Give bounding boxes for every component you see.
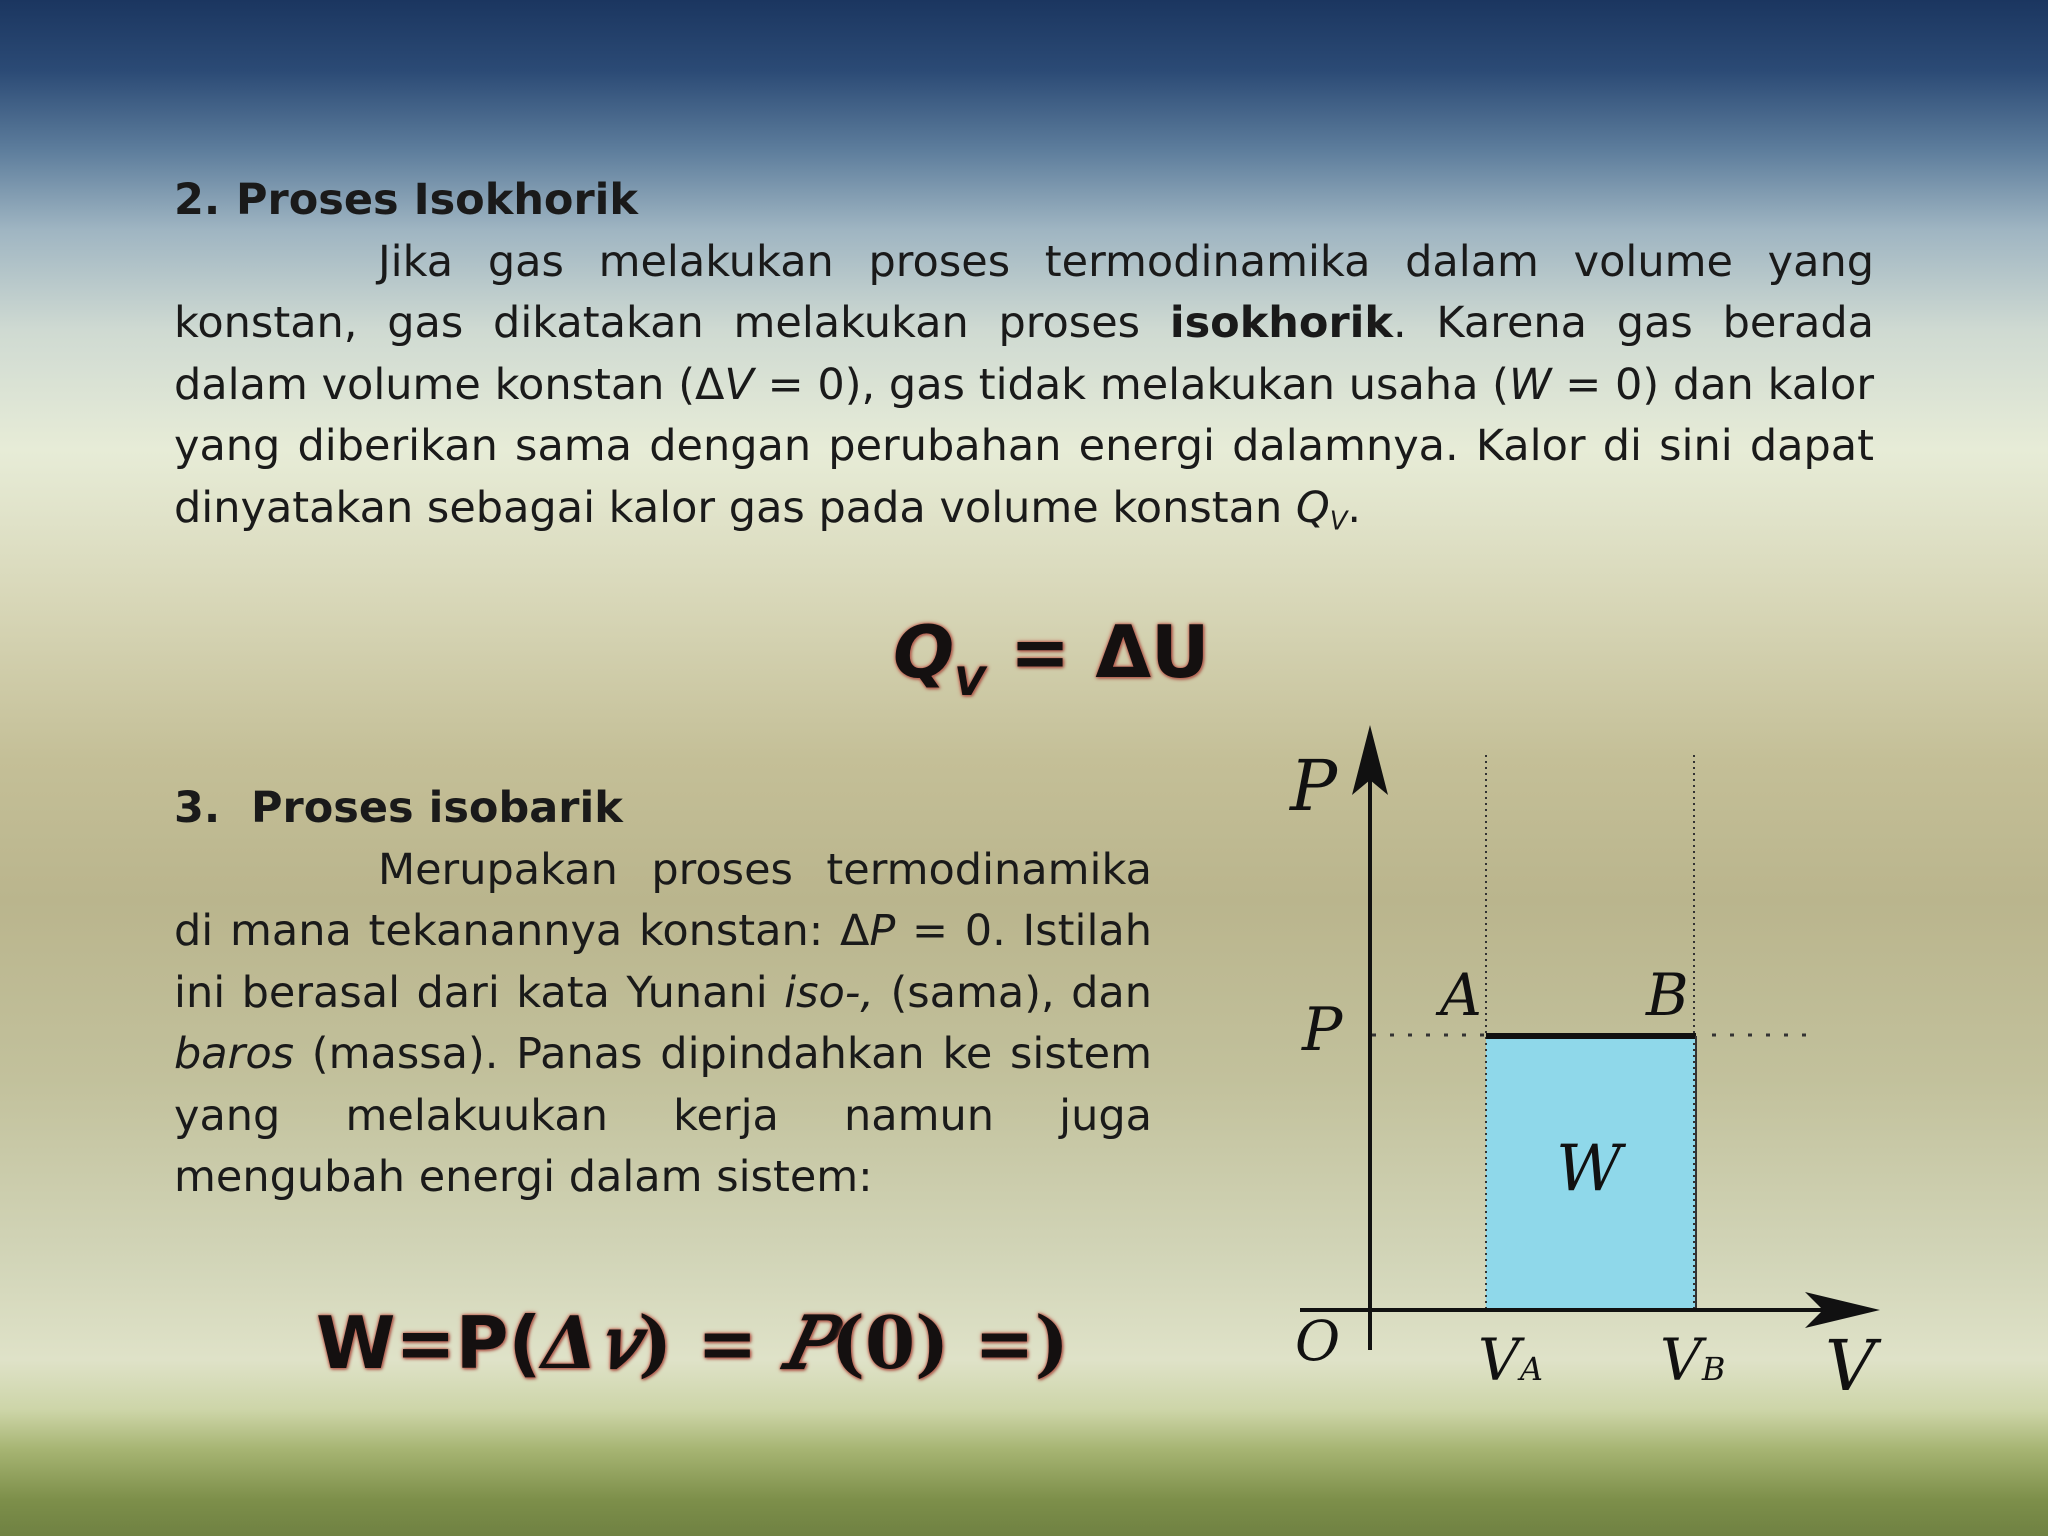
section-title: Proses Isokhorik [236, 175, 639, 225]
section-number: 3. [174, 783, 221, 833]
section-title: Proses isobarik [251, 783, 623, 833]
p-axis-label: P [1290, 745, 1338, 827]
vb-label: VB [1660, 1326, 1726, 1394]
work-label: W [1556, 1132, 1622, 1206]
section-paragraph: Merupakan proses termodinamika di mana tekanannya konstan: ΔP = 0. Istilah ini berasal dari kata Yunani iso-, (sama), dan baros (massa). Panas dipindahkan ke sistem yang melakuukan kerja namun juga mengubah energi dalam sistem: [174, 844, 1152, 1202]
section-number: 2. [174, 175, 221, 225]
formula-work: W=P(Δ𝑣) = 𝑃(0) =) [316, 1300, 1069, 1385]
section-isobarik [174, 778, 1152, 1209]
section-paragraph: Jika gas melakukan proses termodinamika dalam volume yang konstan, gas dikatakan melakukan proses isokhorik. Karena gas berada dalam volume konstan (ΔV = 0), gas tidak melakukan usaha (W = 0) dan kalor yang diberikan sama dengan perubahan energi dalamnya. Kalor di sini dapat dinyatakan sebagai kalor gas pada volume konstan $Q_V$. [174, 236, 1875, 537]
isokhorik-term: isokhorik [1169, 298, 1393, 348]
point-a-label: A [1440, 961, 1482, 1029]
pressure-level-label: P [1302, 995, 1343, 1065]
section-isokhorik [174, 170, 1874, 539]
point-b-label: B [1646, 961, 1689, 1029]
va-label: VA [1478, 1326, 1543, 1394]
pv-diagram [1280, 710, 1900, 1410]
section-heading [174, 778, 1152, 840]
formula-qv: $Q_V = \Delta U$ [893, 610, 1210, 705]
v-axis-label: V [1825, 1325, 1876, 1407]
section-heading [174, 170, 1874, 232]
origin-label: O [1295, 1309, 1341, 1373]
